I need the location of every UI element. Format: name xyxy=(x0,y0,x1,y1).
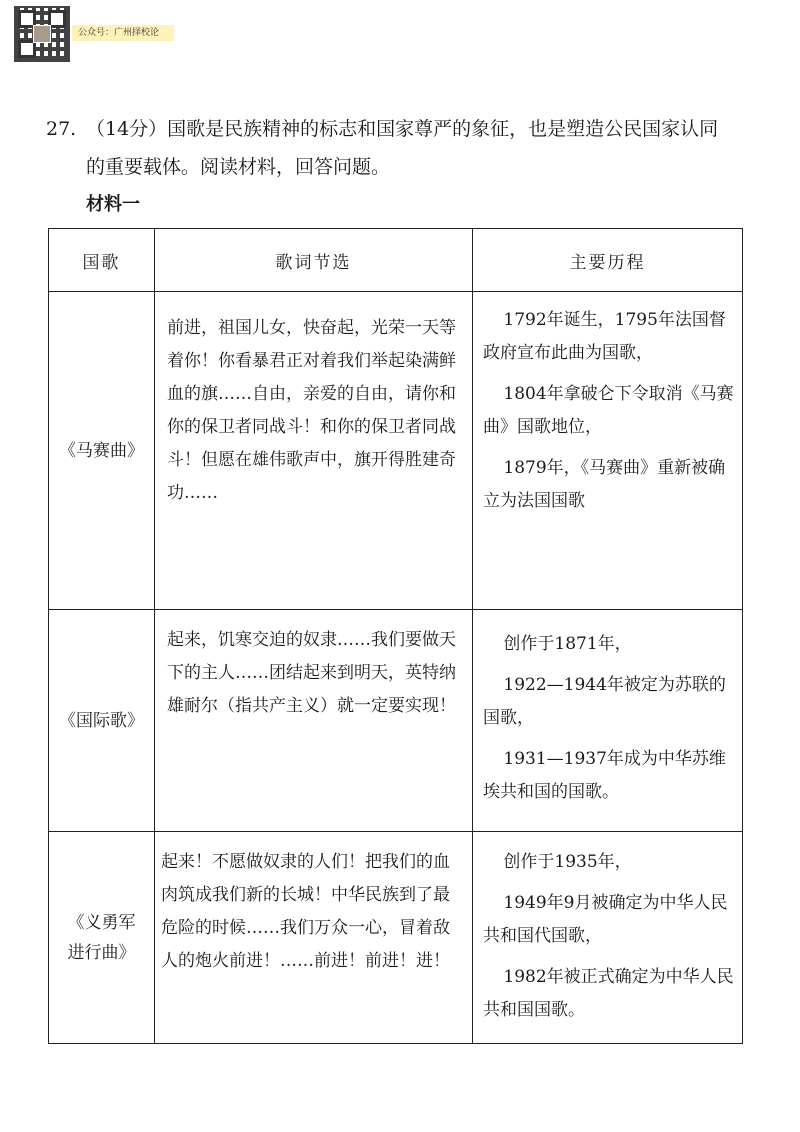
table-row xyxy=(49,610,743,832)
history-entry: 创作于1935年， xyxy=(503,852,632,872)
question-line-1: （14分）国歌是民族精神的标志和国家尊严的象征，也是塑造公民国家认同 xyxy=(86,118,719,140)
anthem-history xyxy=(473,832,743,1044)
anthem-name: 《国际歌》 xyxy=(49,610,155,832)
anthem-history xyxy=(473,610,743,832)
header-history: 主要历程 xyxy=(473,229,743,292)
history-entry: 1879年，《马赛曲》重新被确立为法国国歌 xyxy=(483,458,726,511)
anthem-name-line-2: 进行曲》 xyxy=(67,942,136,963)
table-row xyxy=(49,832,743,1044)
anthem-lyrics: 起来，饥寒交迫的奴隶……我们要做天下的主人……团结起来到明天，英特纳雄耐尔（指共产主义）就一定要实现！ xyxy=(155,610,473,832)
anthem-name: 《马赛曲》 xyxy=(49,292,155,610)
anthem-history xyxy=(473,292,743,610)
anthem-name xyxy=(49,832,155,1044)
table-row xyxy=(49,292,743,610)
anthem-lyrics: 起来！不愿做奴隶的人们！把我们的血肉筑成我们新的长城！中华民族到了最危险的时候……我们万众一心，冒着敌人的炮火前进！……前进！前进！进！ xyxy=(155,832,473,1044)
history-entry: 1931—1937年成为中华苏维埃共和国的国歌。 xyxy=(483,749,726,802)
anthem-name-line-1: 《义勇军 xyxy=(67,912,136,933)
history-entry: 创作于1871年， xyxy=(503,634,632,654)
history-entry: 1982年被正式确定为中华人民共和国国歌。 xyxy=(483,967,734,1020)
qr-code xyxy=(14,6,70,62)
account-banner: 公众号：广州择校论 xyxy=(72,25,174,41)
history-entry: 1949年9月被确定为中华人民共和国代国歌， xyxy=(483,893,728,946)
question-line-2: 的重要载体。阅读材料，回答问题。 xyxy=(86,156,391,178)
history-entry: 1922—1944年被定为苏联的国歌， xyxy=(483,675,726,728)
qr-logo xyxy=(33,25,51,43)
table-header-row xyxy=(49,229,743,292)
anthem-lyrics: 前进，祖国儿女，快奋起，光荣一天等着你！你看暴君正对着我们举起染满鲜血的旗……自由，亲爱的自由，请你和你的保卫者同战斗！和你的保卫者同战斗！但愿在雄伟歌声中，旗开得胜建奇功…… xyxy=(155,292,473,610)
history-entry: 1792年诞生，1795年法国督政府宣布此曲为国歌， xyxy=(483,310,726,363)
anthem-table xyxy=(48,228,743,1044)
header-anthem: 国歌 xyxy=(49,229,155,292)
material-label: 材料一 xyxy=(86,194,140,215)
header-lyrics: 歌词节选 xyxy=(155,229,473,292)
question-number: 27. xyxy=(46,118,77,140)
question-prompt xyxy=(46,110,766,186)
history-entry: 1804年拿破仑下令取消《马赛曲》国歌地位， xyxy=(483,384,734,437)
